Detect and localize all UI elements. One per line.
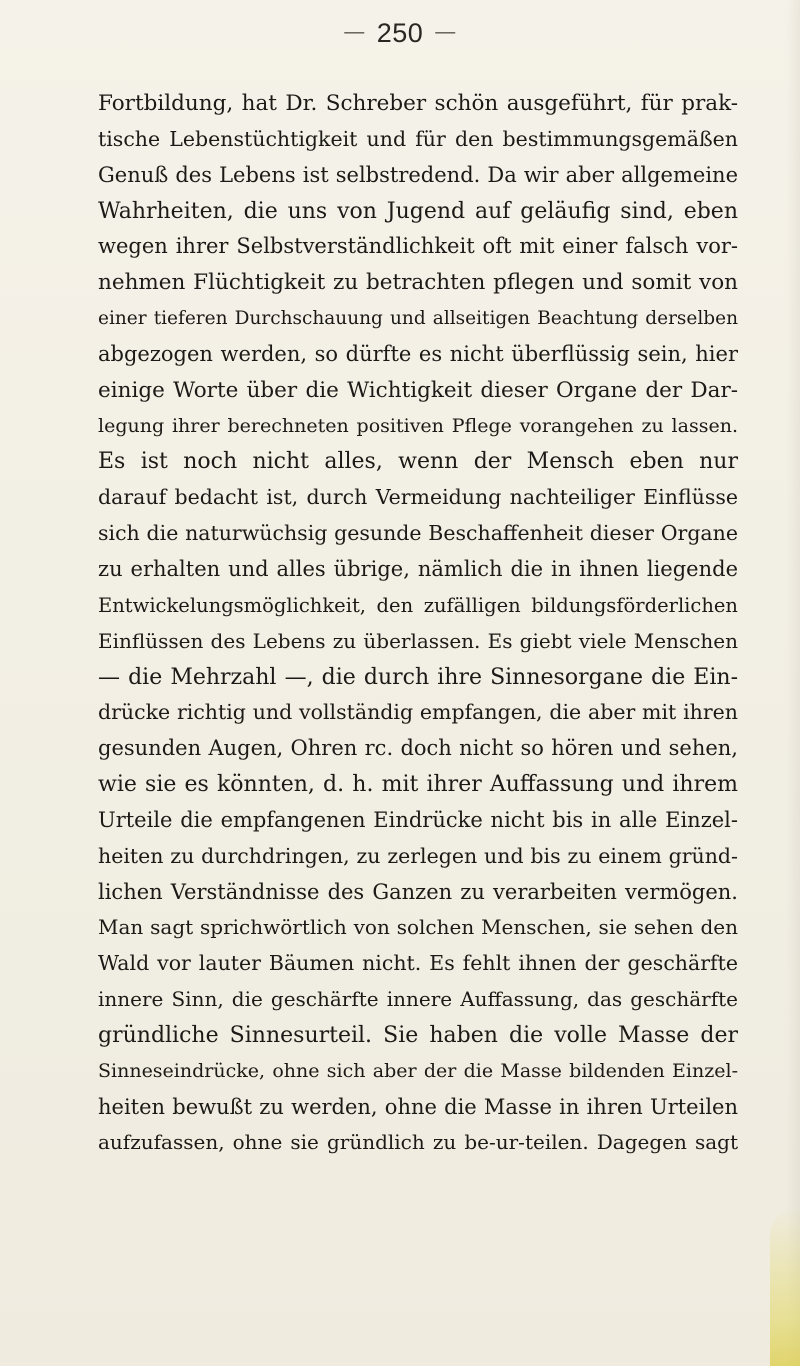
text-line: lichen Verständnisse des Ganzen zu verarbeiten vermögen.	[98, 879, 738, 904]
text-line: einige Worte über die Wichtigkeit dieser Organe der Dar-	[98, 377, 738, 403]
text-line: Genuß des Lebens ist selbstredend. Da wir aber allgemeine	[98, 162, 738, 187]
text-line: wie sie es könnten, d. h. mit ihrer Auffassung und ihrem	[98, 772, 738, 798]
text-line: legung ihrer berechneten positiven Pflege vorangehen zu lassen.	[98, 414, 738, 437]
header-dash-left: —	[344, 21, 365, 43]
header-dash-right: —	[435, 21, 456, 43]
text-line: einer tieferen Durchschauung und allseitigen Beachtung derselben	[98, 308, 738, 330]
text-line: Einflüssen des Lebens zu überlassen. Es giebt viele Menschen	[98, 628, 738, 653]
text-line: gesunden Augen, Ohren rc. doch nicht so hören und sehen,	[98, 736, 738, 761]
text-line: Entwickelungsmöglichkeit, den zufälligen bildungsförderlichen	[98, 593, 738, 617]
text-line: Wahrheiten, die uns von Jugend auf geläufig sind, eben	[98, 198, 738, 224]
text-line: darauf bedacht ist, durch Vermeidung nachteiliger Einflüsse	[98, 485, 738, 510]
text-line: sich die naturwüchsig gesunde Beschaffenheit dieser Organe	[98, 521, 738, 546]
page-header	[0, 18, 800, 49]
text-line: tische Lebenstüchtigkeit und für den bestimmungsgemäßen	[98, 126, 738, 151]
text-line: innere Sinn, die geschärfte innere Auffassung, das geschärfte	[98, 987, 738, 1012]
paper-stain	[770, 1206, 800, 1366]
text-line: nehmen Flüchtigkeit zu betrachten pflegen und somit von	[98, 270, 738, 296]
text-line: Wald vor lauter Bäumen nicht. Es fehlt ihnen der geschärfte	[98, 951, 738, 976]
text-line: drücke richtig und vollständig empfangen, die aber mit ihren	[98, 700, 738, 725]
text-line: heiten zu durchdringen, zu zerlegen und bis zu einem gründ-	[98, 843, 738, 868]
text-line: heiten bewußt zu werden, ohne die Masse in ihren Urteilen	[98, 1094, 738, 1119]
text-line: aufzufassen, ohne sie gründlich zu be-ur-teilen. Dagegen sagt	[98, 1130, 738, 1155]
body-text	[98, 86, 738, 1161]
text-line: wegen ihrer Selbstverständlichkeit oft mit einer falsch vor-	[98, 234, 738, 259]
text-line: — die Mehrzahl —, die durch ihre Sinnesorgane die Ein-	[98, 664, 738, 690]
text-line: Es ist noch nicht alles, wenn der Mensch eben nur	[98, 449, 738, 475]
text-line: Man sagt sprichwörtlich von solchen Menschen, sie sehen den	[98, 915, 738, 940]
page-edge-shadow	[786, 0, 800, 1366]
page-number: 250	[376, 18, 424, 48]
text-line: gründliche Sinnesurteil. Sie haben die volle Masse der	[98, 1022, 738, 1048]
text-line: abgezogen werden, so dürfte es nicht überflüssig sein, hier	[98, 341, 738, 366]
text-line: zu erhalten und alles übrige, nämlich die in ihnen liegende	[98, 556, 738, 581]
text-line: Urteile die empfangenen Eindrücke nicht bis in alle Einzel-	[98, 807, 738, 832]
text-line: Fortbildung, hat Dr. Schreber schön ausgeführt, für prak-	[98, 91, 738, 116]
text-line: Sinneseindrücke, ohne sich aber der die Masse bildenden Einzel-	[98, 1059, 738, 1082]
